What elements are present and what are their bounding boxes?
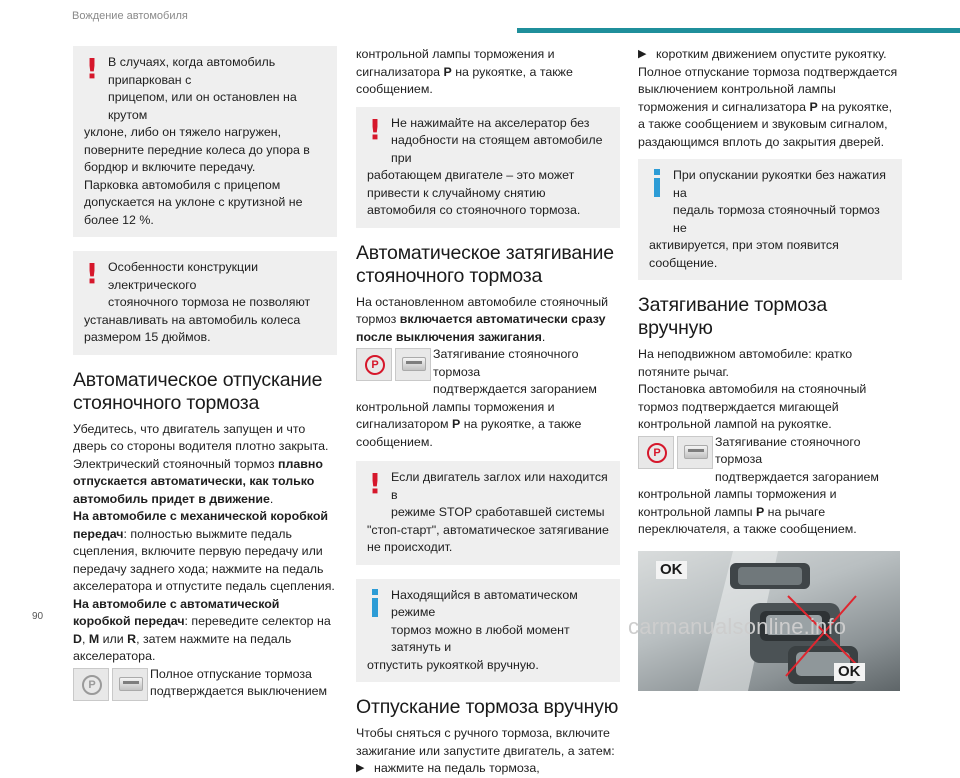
- paragraph: контрольной лампы торможения и сигнализатора P на рукоятке, а также сообщением.: [356, 47, 573, 96]
- icons-paragraph: P Затягивание стояночного тормоза подтверждается загоранием: [356, 346, 620, 399]
- section-heading: Затягивание тормоза вручную: [638, 294, 828, 339]
- column-1: [73, 46, 337, 702]
- icons-paragraph: P Затягивание стояночного тормоза подтверждается загоранием: [638, 434, 902, 487]
- parking-brake-on-icon: P: [638, 436, 674, 469]
- paragraph: контрольной лампы торможения и контрольной лампы P на рычаге переключателя, а также сообщением.: [638, 487, 857, 536]
- warning-text: Особенности конструкции электрического: [108, 260, 258, 292]
- warning-box-trailer: [73, 46, 337, 237]
- warning-text: уклоне, либо он тяжело нагружен, поверните передние колеса до упора в бордюр и включите передачу.: [84, 125, 310, 174]
- warning-box-wheels: [73, 251, 337, 355]
- warning-box-accelerator: ! Не нажимайте на акселератор без надобности на стоящем автомобиле при работающем двигателе – это может привести к случайному снятию автомобиля со стояночного тормоза.: [356, 107, 620, 228]
- header-accent-bar: [517, 28, 960, 33]
- ok-label-bottom: OK: [834, 663, 865, 681]
- bullet-item: ▶ нажмите на педаль тормоза,: [356, 760, 620, 778]
- brake-lever-icon: [677, 436, 713, 469]
- section-heading: Автоматическое отпускание стояночного тормоза: [73, 368, 323, 414]
- header-title: Вождение автомобиля: [72, 10, 188, 22]
- paragraph: Электрический стояночный тормоз плавно отпускается автоматически, как только автомобиль придет в движение.: [73, 456, 323, 506]
- column-3: [638, 46, 902, 691]
- warning-text: В случаях, когда автомобиль припаркован с: [108, 55, 276, 87]
- paragraph: Постановка автомобиля на стояночный тормоз подтверждается мигающей контрольной лампой на рукоятке.: [638, 382, 867, 431]
- parking-brake-off-icon: P: [73, 668, 109, 701]
- paragraph: Убедитесь, что двигатель запущен и что дверь со стороны водителя плотно закрыта.: [73, 421, 329, 453]
- paragraph: На неподвижном автомобиле: кратко потяните рычаг.: [638, 347, 853, 379]
- bullet-item: ▶ коротким движением опустите рукоятку.: [638, 46, 902, 64]
- warning-icon: !: [85, 257, 99, 290]
- parking-brake-on-icon: P: [356, 348, 392, 381]
- info-icon: [370, 589, 380, 617]
- section-heading: Отпускание тормоза вручную: [356, 696, 619, 718]
- icons-paragraph: P Полное отпускание тормоза подтверждается выключением: [73, 666, 337, 702]
- arrow-bullet-icon: ▶: [356, 762, 365, 774]
- paragraph: Полное отпускание тормоза подтверждается выключением контрольной лампы торможения и сигнализатора P на рукоятке, а также сообщением и звуковым сигналом, раздающимся вплоть до закрытия дверей.: [638, 64, 898, 149]
- warning-text: стояночного тормоза не позволяют: [108, 295, 311, 309]
- paragraph: На автомобиле с механической коробкой передач: полностью выжмите педаль сцепления, включите первую передачу или передачу заднего хода; нажмите на педаль акселератора и отпустите педаль сцепления.: [73, 509, 335, 593]
- warning-icon: !: [85, 52, 99, 85]
- arrow-bullet-icon: ▶: [638, 48, 647, 60]
- page-number: 90: [32, 611, 44, 622]
- brake-lever-icon: [395, 348, 431, 381]
- watermark: carmanualsonline.info: [628, 614, 847, 639]
- warning-icon: !: [368, 467, 382, 500]
- warning-icon: !: [368, 112, 382, 146]
- column-2: [356, 46, 620, 778]
- warning-text: прицепом, или он остановлен на крутом: [108, 90, 297, 122]
- warning-text: устанавливать на автомобиль колеса размером 15 дюймов.: [84, 312, 301, 344]
- paragraph: На остановленном автомобиле стояночный тормоз включается автоматически сразу после выключения зажигания.: [356, 294, 609, 344]
- paragraph: контрольной лампы торможения и сигнализатором P на рукоятке, а также сообщением.: [356, 399, 582, 449]
- section-heading: Автоматическое затягивание стояночного тормоза: [356, 241, 614, 287]
- ok-label-top: OK: [656, 561, 687, 579]
- info-box-manual: Находящийся в автоматическом режиме тормоз можно в любой момент затянуть и отпустить рукояткой вручную.: [356, 579, 620, 683]
- info-box-lever: При опускании рукоятки без нажатия на педаль тормоза стояночный тормоз не активируется, при этом появится сообщение.: [638, 159, 902, 280]
- brake-lever-icon: [112, 668, 148, 701]
- paragraph: На автомобиле с автоматической коробкой передач: переведите селектор на D, M или R, затем нажмите на педаль акселератора.: [73, 596, 331, 663]
- info-icon: [652, 169, 662, 197]
- paragraph: Чтобы сняться с ручного тормоза, включите зажигание или запустите двигатель, а затем:: [356, 726, 615, 758]
- warning-box-stop-start: ! Если двигатель заглох или находится в режиме STOP сработавшей системы "стоп-старт", автоматическое затягивание не происходит.: [356, 461, 620, 565]
- warning-text: Парковка автомобиля с прицепом допускается на уклоне с крутизной не более 12 %.: [84, 177, 303, 227]
